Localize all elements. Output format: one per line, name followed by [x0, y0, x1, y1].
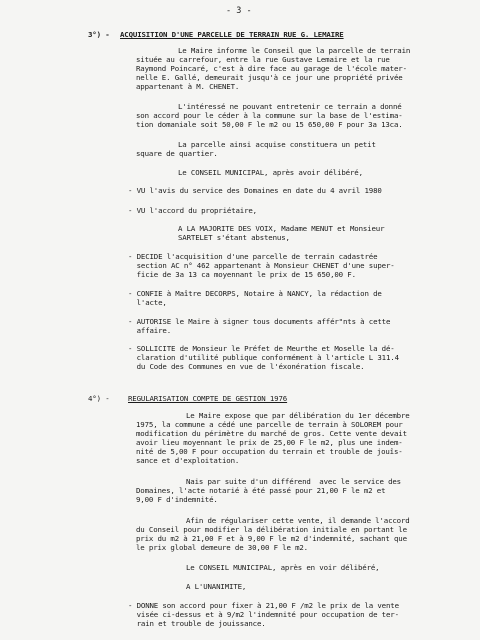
section-4-number: 4°) - — [88, 394, 110, 403]
s3-decide-line-3: ficie de 3a 13 ca moyennant le prix de 15 650,00 F. — [128, 270, 356, 279]
s3-p2-line-1: L'intéressé ne pouvant entretenir ce terrain a donné — [178, 102, 402, 111]
s4-p1-line-6: sance et d'exploitation. — [136, 456, 240, 465]
section-3-number: 3°) - — [88, 30, 110, 39]
s4-p2-line-3: 9,00 F d'indemnité. — [136, 495, 218, 504]
s3-vu-domaines: - VU l'avis du service des Domaines en date du 4 avril 1980 — [128, 186, 382, 195]
s4-p1-line-3: modification du périmètre du marché de gros. Cette vente devait — [136, 429, 407, 438]
s4-p1-line-4: avoir lieu moyennant le prix de 25,00 F le m2, plus une indem- — [136, 438, 403, 447]
s3-autorise-line-1: - AUTORISE le Maire à signer tous documents affér"nts à cette — [128, 317, 391, 326]
s3-sollicite-line-1: - SOLLICITE de Monsieur le Préfet de Meurthe et Moselle la dé- — [128, 344, 395, 353]
s4-p1-line-5: nité de 5,00 F pour occupation du terrain et trouble de jouîs- — [136, 447, 403, 456]
s3-p3-line-1: La parcelle ainsi acquise constituera un petit — [178, 140, 376, 149]
s4-donne-line-3: rain et trouble de jouissance. — [128, 619, 266, 628]
s3-decide-line-1: - DECIDE l'acquisition d'une parcelle de terrain cadastrée — [128, 252, 378, 261]
s4-p3-line-4: le prix global demeure de 30,00 F le m2. — [136, 543, 308, 552]
s3-confie-line-1: - CONFIE à Maître DECORPS, Notaire à NANCY, la rédaction de — [128, 289, 382, 298]
section-4-title: REGULARISATION COMPTE DE GESTION 1976 — [128, 394, 288, 403]
s3-sollicite-line-3: du Code des Communes en vue de l'éxonération fiscale. — [128, 362, 365, 371]
s4-p1-line-2: 1975, la commune a cédé une parcelle de terrain à SOLOREM pour — [136, 420, 403, 429]
s3-majority-line-1: A LA MAJORITE DES VOIX, Madame MENUT et Monsieur — [178, 224, 385, 233]
s4-donne-line-1: - DONNE son accord pour fixer à 21,00 F /m2 le prix de la vente — [128, 601, 399, 610]
s4-unanimite: A L'UNANIMITE, — [186, 582, 247, 591]
s3-p1-line-4: nelle E. Gallé, demeurait jusqu'à ce jour une propriété privée — [136, 73, 403, 82]
s4-p3-line-2: du Conseil pour modifier la délibération initiale en portant le — [136, 525, 407, 534]
s3-p1-line-2: située au carrefour, entre la rue Gustave Lemaire et la rue — [136, 55, 390, 64]
s4-p3-line-3: prix du m2 à 21,00 F et à 9,00 F le m2 d'indemnité, sachant que — [136, 534, 407, 543]
s3-p1-line-1: Le Maire informe le Conseil que la parcelle de terrain — [178, 46, 411, 55]
s4-p1-line-1: Le Maire expose que par délibération du 1er décembre — [186, 411, 410, 420]
s3-confie-line-2: l'acte, — [128, 298, 167, 307]
s3-autorise-line-2: affaire. — [128, 326, 171, 335]
s3-p1-line-5: appartenant à M. CHENET. — [136, 82, 240, 91]
section-3-title: ACQUISITION D'UNE PARCELLE DE TERRAIN RUE G. LEMAIRE — [120, 30, 344, 39]
s3-p2-line-2: son accord pour le céder à la commune sur la base de l'estima- — [136, 111, 403, 120]
s3-p3-line-2: square de quartier. — [136, 149, 218, 158]
s4-council: Le CONSEIL MUNICIPAL, après en voir délibéré, — [186, 563, 380, 572]
s3-decide-line-2: section AC n° 462 appartenant à Monsieur CHENET d'une super- — [128, 261, 395, 270]
page-number: - 3 - — [226, 6, 252, 16]
s3-council: Le CONSEIL MUNICIPAL, après avoir délibéré, — [178, 168, 363, 177]
s4-donne-line-2: visée ci-dessus et à 9/m2 l'indemnité pour occupation de ter- — [128, 610, 399, 619]
s3-p2-line-3: tion domaniale soit 50,00 F le m2 ou 15 650,00 F pour 3a 13ca. — [136, 120, 403, 129]
s4-p2-line-1: Nais par suite d'un différend avec le service des — [186, 477, 401, 486]
s3-vu-proprietaire: - VU l'accord du propriétaire, — [128, 206, 257, 215]
s4-p3-line-1: Afin de régulariser cette vente, il demande l'accord — [186, 516, 410, 525]
s3-majority-line-2: SARTELET s'étant abstenus, — [178, 233, 290, 242]
s4-p2-line-2: Domaines, l'acte notarié à été passé pour 21,00 F le m2 et — [136, 486, 386, 495]
s3-sollicite-line-2: claration d'utilité publique conformément à l'article L 311.4 — [128, 353, 399, 362]
s3-p1-line-3: Raymond Poincaré, c'est à dire face au garage de l'école mater- — [136, 64, 407, 73]
